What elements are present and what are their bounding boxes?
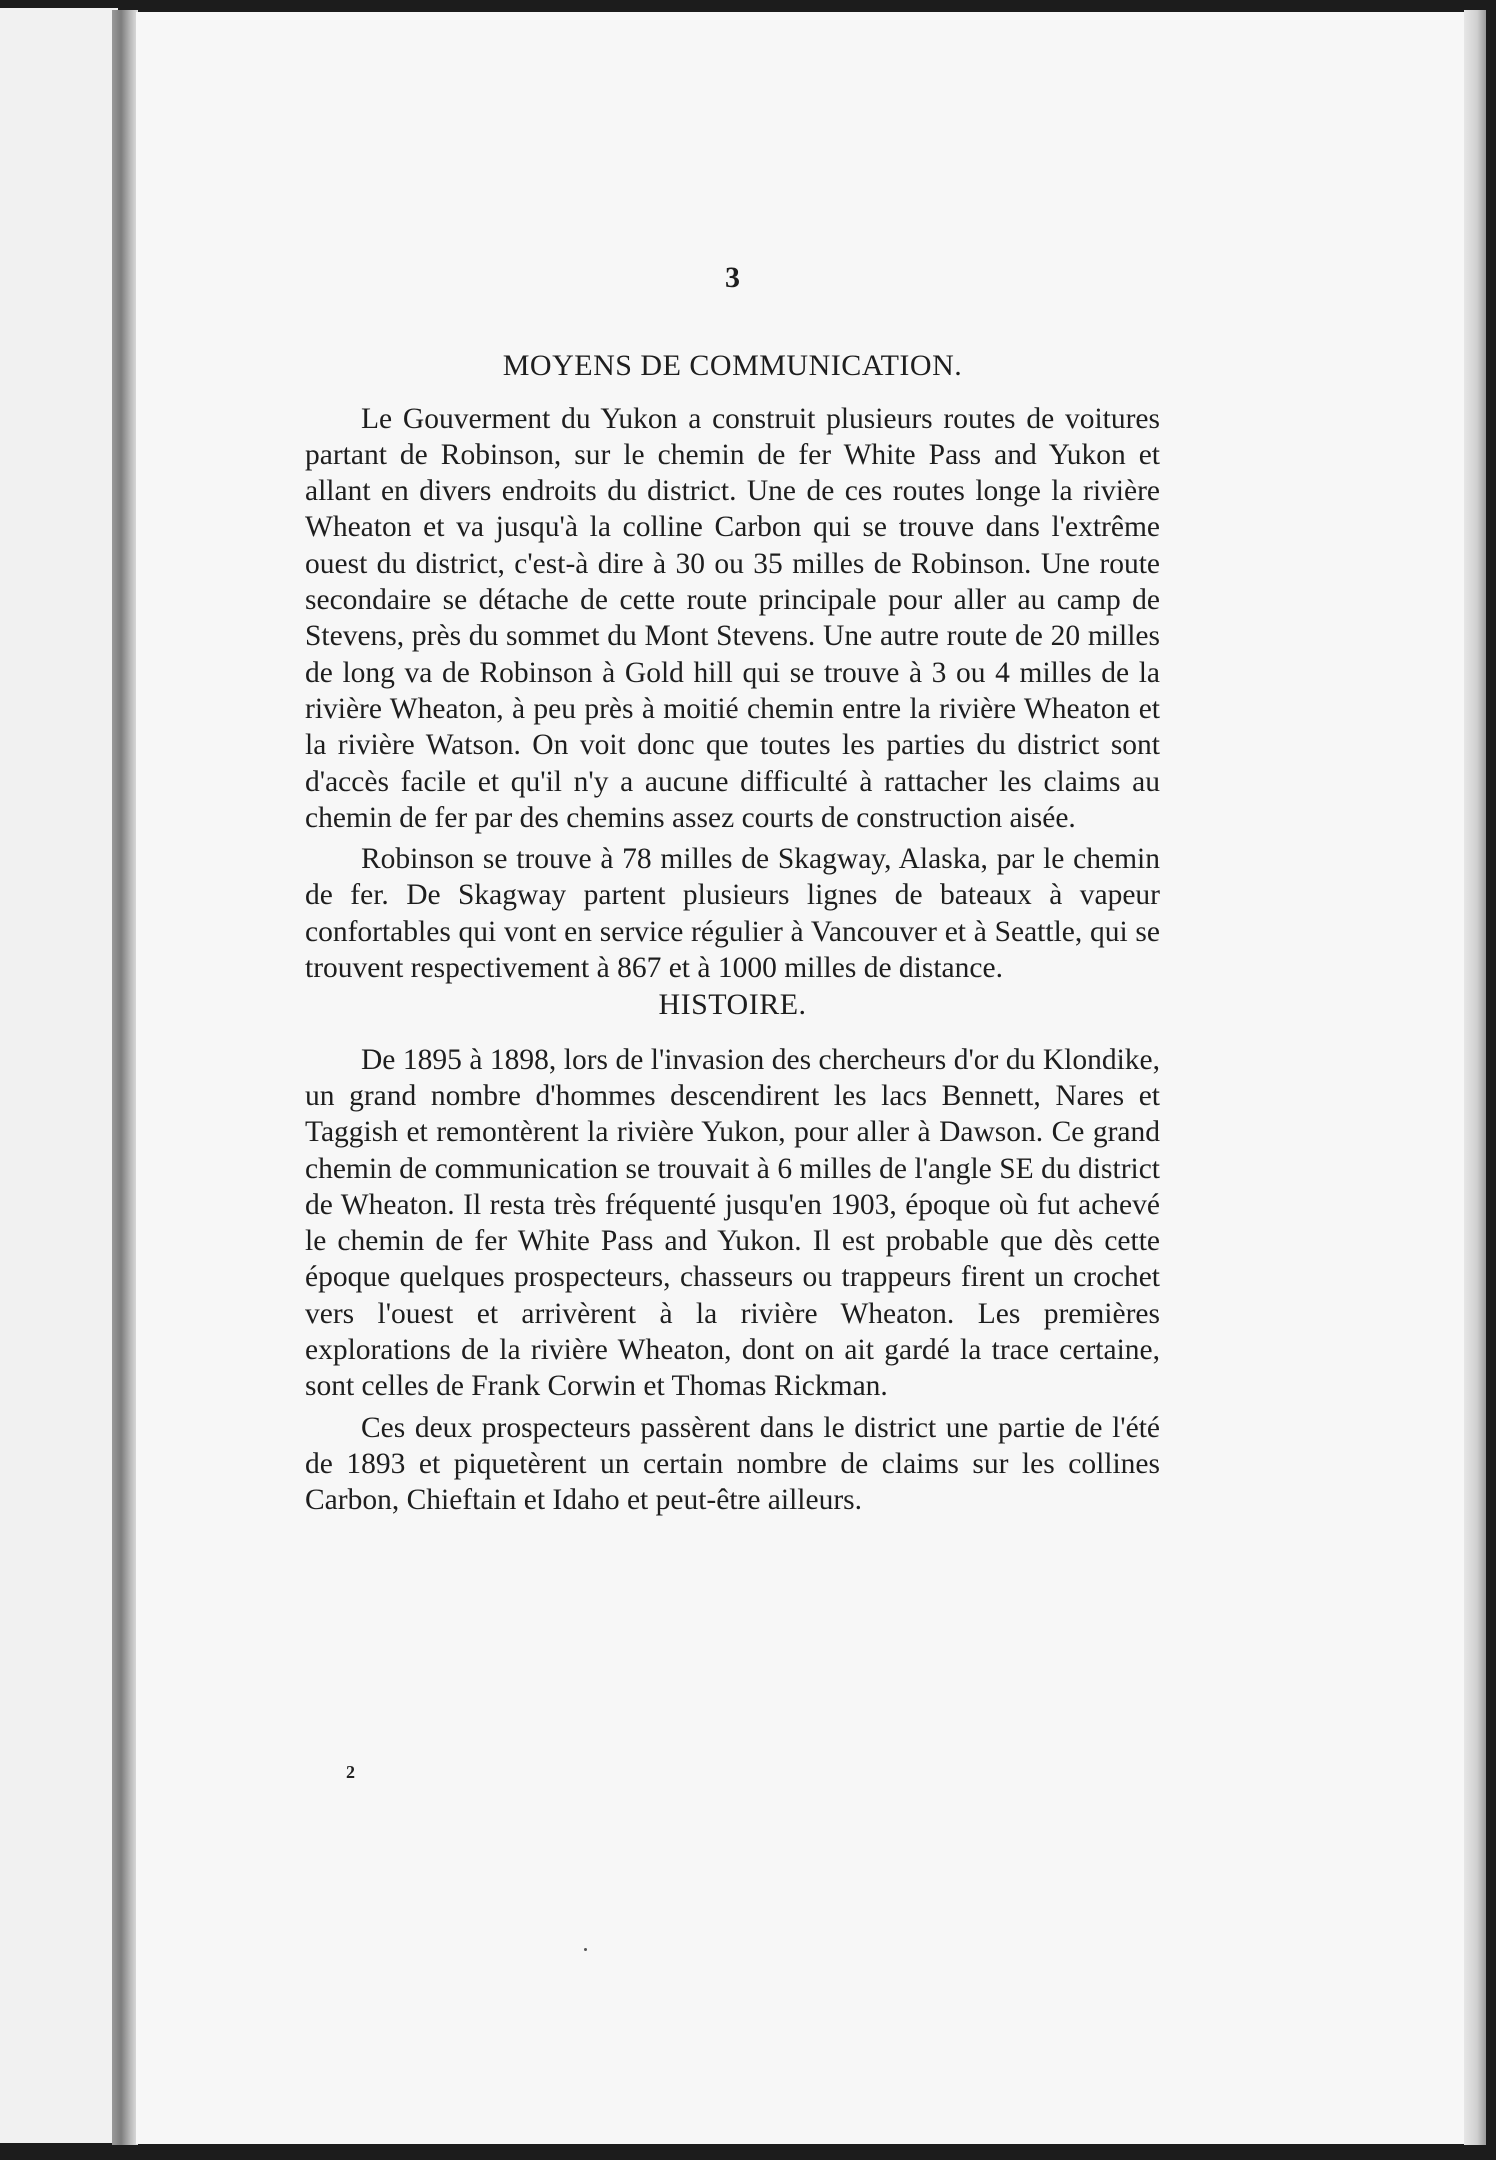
signature-mark: 2 (346, 1762, 355, 1782)
section-heading-communication: MOYENS DE COMMUNICATION. (502, 349, 963, 383)
section-heading-histoire: HISTOIRE. (658, 988, 807, 1022)
scan-speck (584, 1948, 587, 1951)
paragraph-klondike: De 1895 à 1898, lors de l'invasion des chercheurs d'or du Klondike, un grand nombre d'hommes descendirent les lacs Bennett, Nares et Taggish et remontèrent la rivière Yukon, pour aller à Dawson. Ce grand chemin de communication se trouvait à 6 milles de l'angle SE du district de Wheaton. Il resta très fréquenté jusqu'en 1903, époque où fut achevé le chemin de fer White Pass and Yukon. Il est probable que dès cette époque quelques prospecteurs, chasseurs ou trappeurs firent un crochet vers l'ouest et arrivèrent à la rivière Wheaton. Les premières explorations de la rivière Wheaton, dont on ait gardé la trace certaine, sont celles de Frank Corwin et Thomas Rickman. (305, 1043, 1160, 1403)
paragraph-robinson: Robinson se trouve à 78 milles de Skagway, Alaska, par le chemin de fer. De Skagway partent plusieurs lignes de bateaux à vapeur confortables qui vont en service régulier à Vancouver et à Seattle, qui se trouvent respectivement à 867 et à 1000 milles de distance. (305, 843, 1160, 985)
page-text-block (305, 260, 1160, 1524)
page-right-edge (1464, 10, 1486, 2145)
paragraph-routes: Le Gouverment du Yukon a construit plusieurs routes de voitures partant de Robinson, sur le chemin de fer White Pass and Yukon et allant en divers endroits du district. Une de ces routes longe la rivière Wheaton et va jusqu'à la colline Carbon qui se trouve dans l'extrême ouest du district, c'est-à dire à 30 ou 35 milles de Robinson. Une route secondaire se détache de cette route principale pour aller au camp de Stevens, près du sommet du Mont Stevens. Une autre route de 20 milles de long va de Robinson à Gold hill qui se trouve à 3 ou 4 milles de la rivière Wheaton, à peu près à moitié chemin entre la rivière Wheaton et la rivière Watson. On voit donc que toutes les parties du district sont d'accès facile et qu'il n'y a aucune difficulté à rattacher les claims au chemin de fer par des chemins assez courts de construction aisée. (305, 402, 1160, 834)
book-spine-shadow (112, 10, 138, 2145)
facing-page-edge (0, 8, 118, 2143)
page-number: 3 (725, 261, 740, 294)
paragraph-prospecteurs: Ces deux prospecteurs passèrent dans le district une partie de l'été de 1893 et piquetèrent un certain nombre de claims sur les collines Carbon, Chieftain et Idaho et peut-être ailleurs. (305, 1411, 1160, 1517)
